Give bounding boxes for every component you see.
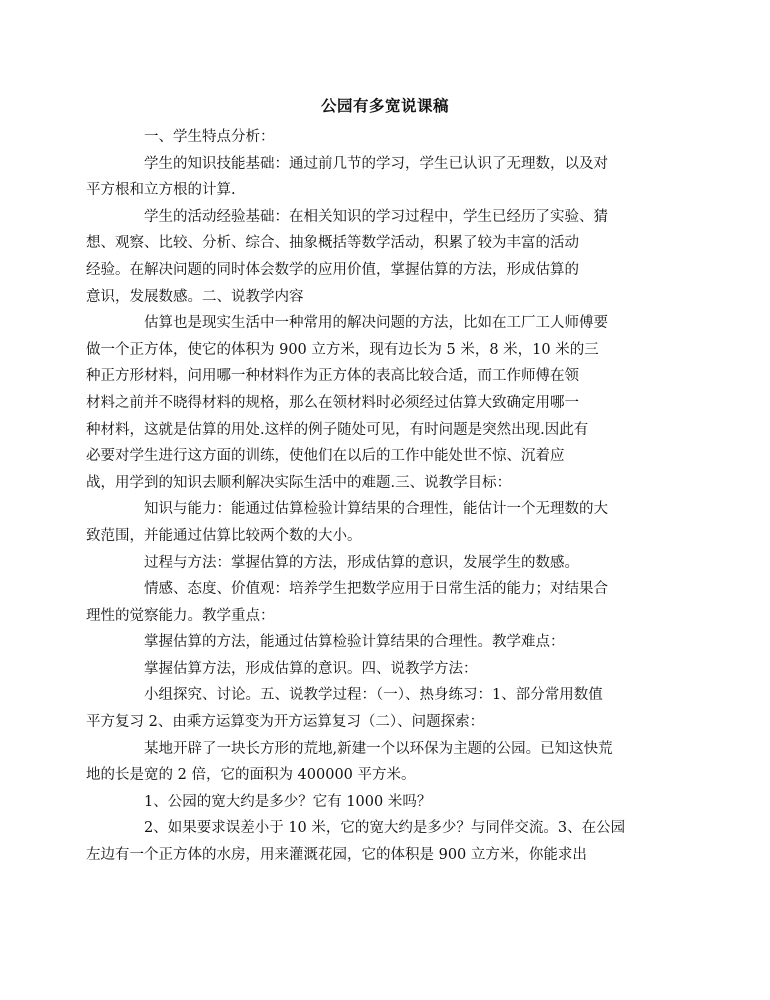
paragraph — [86, 310, 655, 496]
text-line: 致范围，并能通过估算比较两个数的大小。 — [86, 527, 362, 544]
text-line: 经验。在解决问题的同时体会数学的应用价值，掌握估算的方法，形成估算的 — [86, 261, 579, 278]
text-line: 必要对学生进行这方面的训练，使他们在以后的工作中能处世不惊、沉着应 — [86, 448, 565, 465]
paragraph — [86, 151, 655, 204]
text-line: 种材料，这就是估算的用处.这样的例子随处可见，有时问题是突然出现.因此有 — [86, 421, 589, 438]
text-line: 地的长是宽的 2 倍，它的面积为 400000 平方米。 — [86, 767, 416, 784]
paragraph — [115, 789, 655, 816]
text-line: 某地开辟了一块长方形的荒地,新建一个以环保为主题的公园。已知这快荒 — [144, 740, 613, 757]
paragraph — [86, 496, 655, 549]
paragraph — [86, 682, 655, 735]
paragraph — [115, 124, 655, 151]
text-line: 小组探究、讨论。五、说教学过程：（一）、热身练习：1、部分常用数值 — [144, 687, 603, 704]
text-line: 1、公园的宽大约是多少？它有 1000 米吗？ — [144, 793, 432, 810]
text-line: 想、观察、比较、分析、综合、抽象概括等数学活动，积累了较为丰富的活动 — [86, 235, 579, 252]
text-line: 做一个正方体，使它的体积为 900 立方米，现有边长为 5 米，8 米，10 米的三 — [86, 341, 599, 358]
text-line: 估算也是现实生活中一种常用的解决问题的方法，比如在工厂工人师傅要 — [144, 315, 608, 332]
text-line: 理性的觉察能力。教学重点： — [86, 607, 275, 624]
text-line: 一、学生特点分析： — [144, 129, 275, 145]
text-line: 平方复习 2、由乘方运算变为开方运算复习（二）、问题探索： — [86, 714, 485, 731]
text-line: 学生的活动经验基础：在相关知识的学习过程中，学生已经历了实验、猜 — [144, 208, 608, 225]
text-line: 2、如果要求误差小于 10 米，它的宽大约是多少？与同伴交流。3、在公园 — [144, 820, 626, 837]
text-line: 掌握估算的方法，能通过估算检验计算结果的合理性。教学难点： — [144, 634, 565, 651]
paragraph — [86, 576, 655, 629]
paragraph — [86, 204, 655, 310]
paragraph — [115, 550, 655, 577]
document-body — [86, 124, 655, 869]
text-line: 知识与能力：能通过估算检验计算结果的合理性，能估计一个无理数的大 — [144, 501, 608, 518]
paragraph — [115, 629, 655, 656]
text-line: 种正方形材料，问用哪一种材料作为正方体的表高比较合适，而工作师傅在领 — [86, 368, 579, 385]
text-line: 过程与方法：掌握估算的方法，形成估算的意识，发展学生的数感。 — [144, 554, 579, 571]
paragraph — [115, 656, 655, 683]
paragraph — [86, 736, 655, 789]
text-line: 平方根和立方根的计算. — [86, 182, 236, 199]
text-line: 情感、态度、价值观：培养学生把数学应用于日常生活的能力；对结果合 — [144, 581, 608, 598]
text-line: 学生的知识技能基础：通过前几节的学习，学生已认识了无理数，以及对 — [144, 155, 608, 172]
text-line: 掌握估算方法，形成估算的意识。四、说教学方法： — [144, 660, 478, 677]
text-line: 战，用学到的知识去顺利解决实际生活中的难题.三、说教学目标： — [86, 474, 512, 491]
text-line: 左边有一个正方体的水房，用来灌溉花园，它的体积是 900 立方米，你能求出 — [86, 847, 587, 864]
document-title: 公园有多宽说课稿 — [320, 96, 449, 115]
text-line: 材料之前并不晓得材料的规格，那么在领材料时必须经过估算大致确定用哪一 — [86, 394, 579, 411]
text-line: 意识，发展数感。二、说教学内容 — [86, 288, 304, 305]
paragraph — [86, 815, 655, 868]
